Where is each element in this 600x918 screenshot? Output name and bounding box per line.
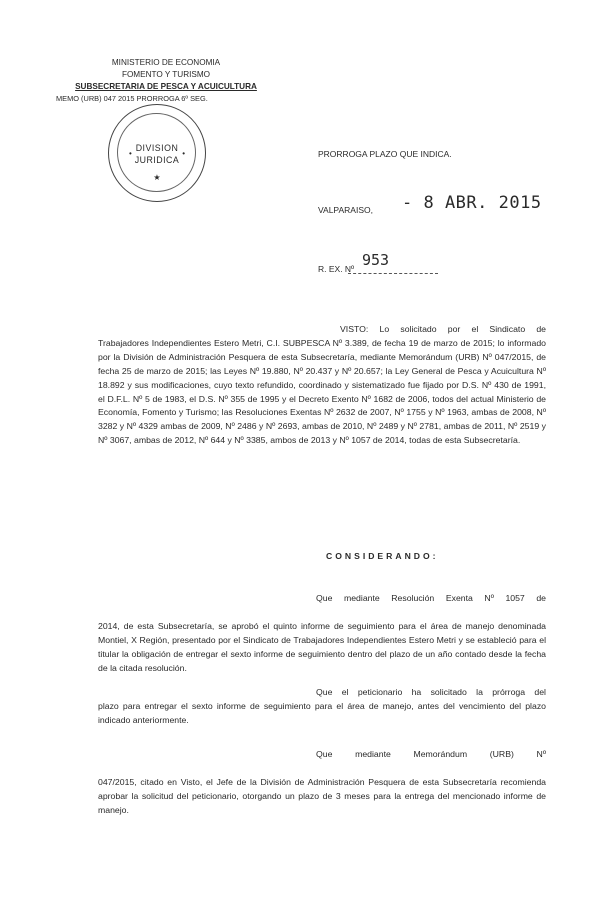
visto-label: VISTO: <box>340 324 369 334</box>
seal-star-icon: ★ <box>153 173 161 182</box>
resolution-number: 953 <box>362 251 390 269</box>
ministry-subname: FOMENTO Y TURISMO <box>121 70 211 79</box>
considerando-point-3-lead: Que mediante Memorándum (URB) Nº <box>316 749 546 759</box>
seal-dot-right: • <box>182 149 185 158</box>
considerando-heading: CONSIDERANDO: <box>326 551 439 561</box>
resolution-label: R. EX. Nº <box>318 264 355 274</box>
seal-text-division: DIVISION <box>135 143 179 153</box>
considerando-point-1-text: 2014, de esta Subsecretaría, se aprobó el quinto informe de seguimiento para el área de manejo denominada Montiel, X Región, presentado por el Sindicato de Trabajadores Independientes Estero Metri y se estableció para el titular la obligación de entregar el sexto informe de seguimiento dentro del plazo de un año contado desde la fecha de la citada resolución. <box>98 621 546 673</box>
resolution-number-line <box>348 273 438 274</box>
division-juridica-seal <box>108 104 206 202</box>
visto-text: Lo solicitado por el Sindicato de Trabajadores Independientes Estero Metri, C.I. SUBPESCA Nº 3.389, de fecha 19 de marzo de 2015; lo informado por la División de Administración Pesquera de esta Subsecretaría, mediante Memorándum (URB) Nº 047/2015, de fecha 25 de marzo de 2015; las Leyes Nº 19.880, Nº 20.437 y Nº 20.657; la Ley General de Pesca y Acuicultura Nº 18.892 y sus modificaciones, cuyo texto refundido, coordinado y sistematizado fue fijado por D.S. Nº 430 de 1991, el D.F.L. Nº 5 de 1983, el D.S. Nº 355 de 1995 y el Decreto Exento Nº 1682 de 2006, todos del actual Ministerio de Economía, Fomento y Turismo; las Resoluciones Exentas Nº 2632 de 2007, Nº 1755 y Nº 1963, ambas de 2008, Nº 3282 y Nº 4329 ambas de 2009, Nº 2486 y Nº 2693, ambas de 2010, Nº 2489 y Nº 2781, ambas de 2011, Nº 2519 y Nº 3067, ambas de 2012, Nº 644 y Nº 3385, ambos de 2013 y Nº 1057 de 2014, todas de esta Subsecretaría. <box>98 324 546 446</box>
memo-reference: MEMO (URB) 047 2015 PRORROGA 6º SEG. <box>56 94 208 103</box>
considerando-point-2-lead: Que el peticionario ha solicitado la prórroga del <box>316 687 546 697</box>
considerando-point-2-text: plazo para entregar el sexto informe de seguimiento para el área de manejo, antes del vencimiento del plazo indicado anteriormente. <box>98 701 546 725</box>
seal-dot-left: • <box>129 149 132 158</box>
document-place: VALPARAISO, <box>318 205 373 215</box>
considerando-point-1-lead: Que mediante Resolución Exenta Nº 1057 de <box>316 593 546 603</box>
ministry-name: MINISTERIO DE ECONOMIA <box>111 58 221 67</box>
ministry-header <box>56 57 276 105</box>
considerando-point-3-text: 047/2015, citado en Visto, el Jefe de la División de Administración Pesquera de esta Subsecretaría recomienda aprobar la solicitud del peticionario, otorgando un plazo de 3 meses para la entrega del mencionado informe de manejo. <box>98 777 546 815</box>
seal-text-juridica: JURIDICA <box>134 155 180 165</box>
subsecretaria-name: SUBSECRETARIA DE PESCA Y ACUICULTURA <box>75 82 257 91</box>
visto-paragraph <box>98 323 546 448</box>
document-subject: PRORROGA PLAZO QUE INDICA. <box>318 149 452 159</box>
document-date-stamp: - 8 ABR. 2015 <box>402 193 542 213</box>
